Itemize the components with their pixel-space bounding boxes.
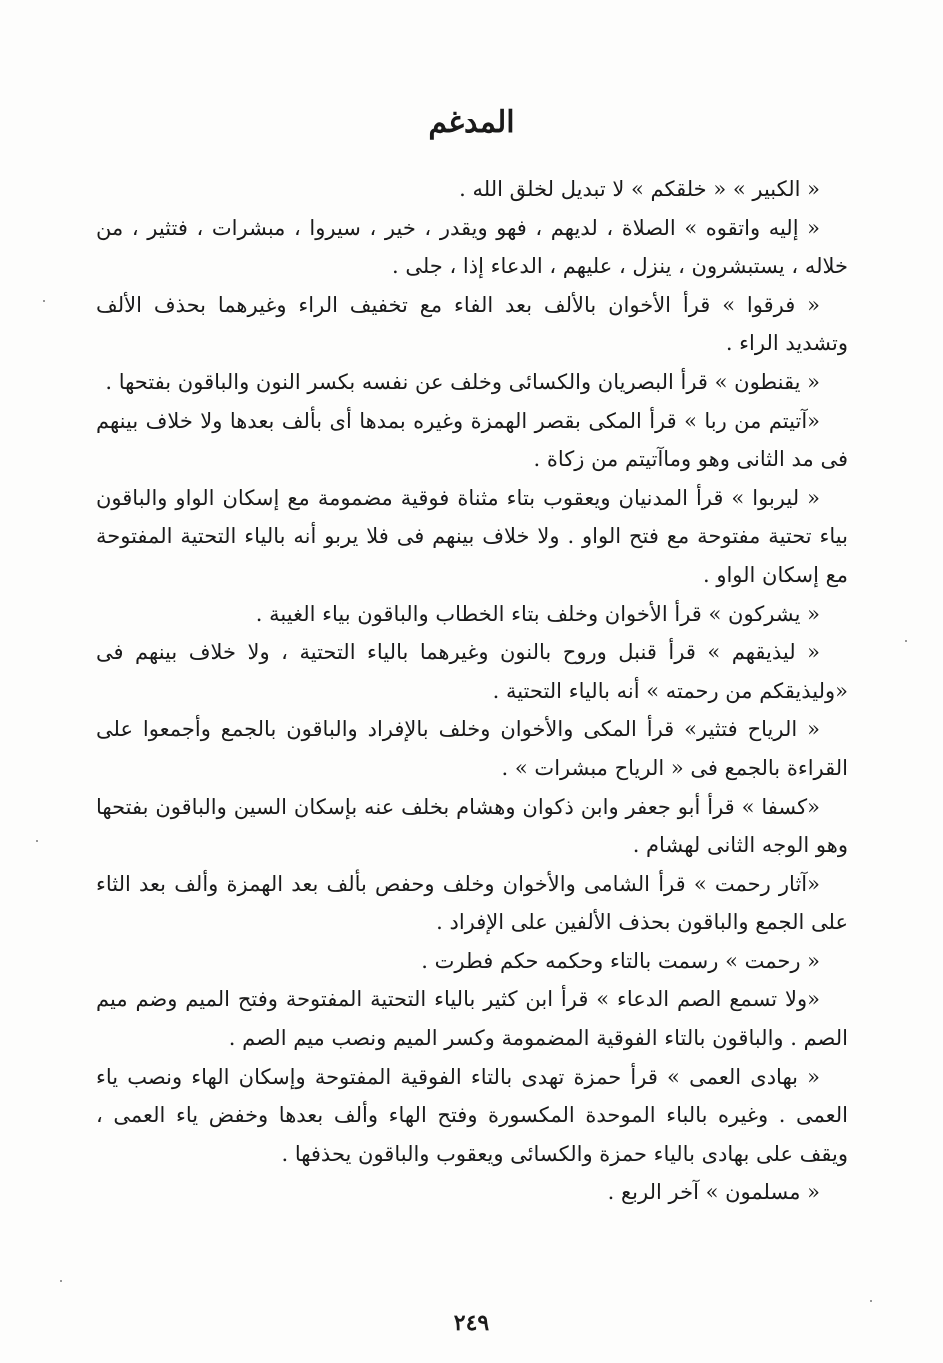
scan-speck: [870, 1300, 872, 1302]
scan-speck: [905, 640, 907, 642]
scan-speck: [36, 840, 38, 842]
paragraph: « يشركون » قرأ الأخوان وخلف بتاء الخطاب والباقون بياء الغيبة .: [255, 601, 820, 626]
scan-speck: [60, 1280, 62, 1282]
paragraph: « بهادى العمى » قرأ حمزة تهدى بالتاء الفوقية المفتوحة وإسكان الهاء ونصب ياء العمى . وغيره بالباء الموحدة المكسورة وفتح الهاء وألف بعدها وخفض ياء العمى ، ويقف على بهادى بالياء حمزة والكسائى ويعقوب والباقون يحذفها .: [96, 1064, 848, 1166]
paragraph: « رحمت » رسمت بالتاء وحكمه حكم فطرت .: [421, 948, 820, 973]
paragraph: « فرقوا » قرأ الأخوان بالألف بعد الفاء مع تخفيف الراء وغيرهما بحذف الألف وتشديد الراء .: [96, 292, 848, 356]
scan-speck: [43, 300, 45, 302]
paragraph: « إليه واتقوه » الصلاة ، لديهم ، فهو ويقدر ، خير ، سيروا ، مبشرات ، فتثير ، من خلاله ، يستبشرون ، ينزل ، عليهم ، الدعاء إذا ، جلى .: [96, 215, 848, 279]
paragraph: «ولا تسمع الصم الدعاء » قرأ ابن كثير بالياء التحتية المفتوحة وفتح الميم وضم ميم الصم . والباقون بالتاء الفوقية المضمومة وكسر الميم ونصب ميم الصم .: [96, 987, 848, 1051]
paragraph: «كسفا » قرأ أبو جعفر وابن ذكوان وهشام بخلف عنه بإسكان السين والباقون بفتحها وهو الوجه الثانى لهشام .: [96, 794, 848, 858]
paragraph: « الرياح فتثير» قرأ المكى والأخوان وخلف بالإفراد والباقون بالجمع وأجمعوا على القراءة بالجمع فى « الرياح مبشرات » .: [96, 717, 848, 780]
body-text: [96, 170, 848, 1212]
page-header-title: المدغم: [428, 105, 515, 140]
paragraph: «آتيتم من ربا » قرأ المكى بقصر الهمزة وغيره بمدها أى بألف بعدها ولا خلاف بينهم فى مد الثانى وهو وماآتيتم من زكاة .: [96, 408, 848, 472]
paragraph: « مسلمون » آخر الربع .: [607, 1180, 820, 1205]
paragraph: « ليذيقهم » قرأ قنبل وروح بالنون وغيرهما بالياء التحتية ، ولا خلاف بينهم فى «وليذيقكم من رحمته » أنه بالياء التحتية .: [96, 640, 848, 703]
paragraph: « يقنطون » قرأ البصريان والكسائى وخلف عن نفسه بكسر النون والباقون بفتحها .: [105, 369, 820, 394]
paragraph: « الكبير » « خلقكم » لا تبديل لخلق الله .: [459, 177, 820, 201]
paragraph: « ليربوا » قرأ المدنيان ويعقوب بتاء مثناة فوقية مضمومة مع إسكان الواو والباقون بياء تحتية مفتوحة مع فتح الواو . ولا خلاف بينهم فى فلا يربو أنه بالياء التحتية المفتوحة مع إسكان الواو .: [96, 485, 848, 587]
paragraph: «آثار رحمت » قرأ الشامى والأخوان وخلف وحفص بألف بعد الهمزة وألف بعد الثاء على الجمع والباقون بحذف الألفين على الإفراد .: [96, 871, 848, 935]
page-number: ٢٤٩: [453, 1310, 490, 1336]
